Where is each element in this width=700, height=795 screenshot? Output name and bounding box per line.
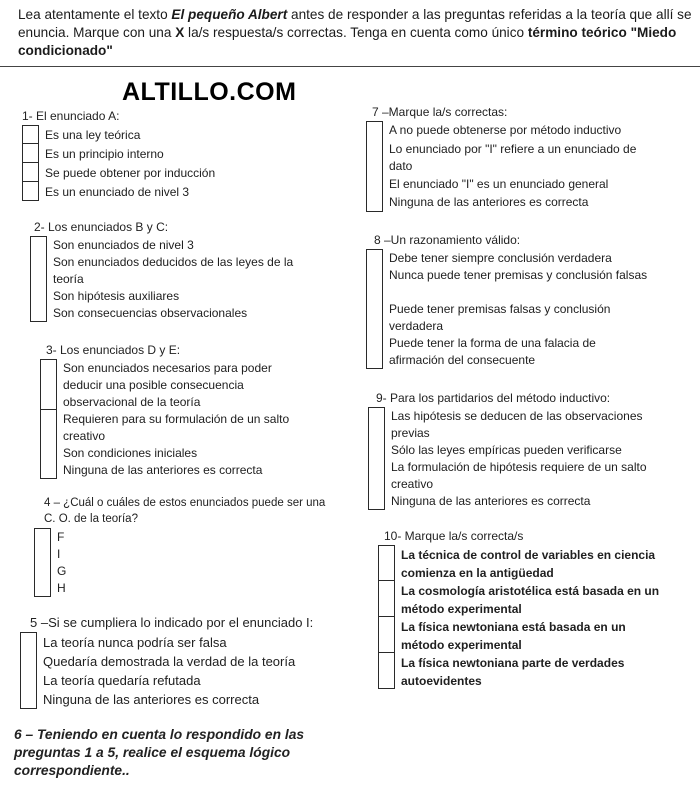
question-title: 5 –Si se cumpliera lo indicado por el enunciado I: (30, 615, 314, 630)
checkbox[interactable] (20, 632, 37, 652)
question-title: 3- Los enunciados D y E: (46, 343, 181, 357)
question-1: 1- El enunciado A: Es una ley teórica Es un principio interno Se puede obtener por inducción Es un enunciado de nivel 3 (22, 108, 322, 202)
checkbox[interactable] (34, 562, 51, 580)
checkbox[interactable] (40, 461, 57, 479)
checkbox[interactable] (378, 545, 395, 581)
checkbox[interactable] (34, 545, 51, 563)
checkbox[interactable] (368, 441, 385, 459)
checkbox[interactable] (378, 653, 395, 689)
watermark: ALTILLO.COM (122, 78, 297, 106)
question-2: 2- Los enunciados B y C: Son enunciados de nivel 3 Son enunciados deducidos de las leyes de la teoría Son hipótesis auxiliares Son consecuencias observacionales (34, 219, 324, 322)
question-title: 10- Marque la/s correcta/s (384, 529, 524, 543)
question-7: 7 –Marque la/s correctas: A no puede obtenerse por método inductivo Lo enunciado por "I" refiere a un enunciado de dato El enunciado "I" es un enunciado general Ninguna de las anteriores es correcta (372, 104, 692, 212)
question-4: 4 – ¿Cuál o cuáles de estos enunciados puede ser una C. O. de la teoría? F I G H (44, 495, 334, 597)
checkbox[interactable] (378, 617, 395, 653)
checkbox[interactable] (378, 581, 395, 617)
checkbox[interactable] (368, 492, 385, 510)
checkbox[interactable] (40, 359, 57, 410)
checkbox[interactable] (22, 163, 39, 182)
question-title: 1- El enunciado A: (22, 109, 120, 123)
question-3: 3- Los enunciados D y E: Son enunciados necesarios para poder deducir una posible consecuencia observacional de la teoría Requieren para su formulación de un salto creativo Son condiciones iniciales Ninguna de las anteriores es correcta (46, 342, 326, 479)
checkbox[interactable] (366, 266, 383, 301)
checkbox[interactable] (30, 287, 47, 305)
checkbox[interactable] (20, 689, 37, 709)
checkbox[interactable] (34, 579, 51, 597)
question-title: 2- Los enunciados B y C: (34, 220, 169, 234)
checkbox[interactable] (366, 300, 383, 335)
question-title: 8 –Un razonamiento válido: (374, 233, 521, 247)
checkbox[interactable] (30, 304, 47, 322)
question-5: 5 –Si se cumpliera lo indicado por el enunciado I: La teoría nunca podría ser falsa Quedaría demostrada la verdad de la teoría La teoría quedaría refutada Ninguna de las anteriores es correcta (30, 615, 340, 709)
checkbox[interactable] (22, 182, 39, 201)
checkbox[interactable] (366, 140, 383, 176)
checkbox[interactable] (366, 249, 383, 267)
checkbox[interactable] (366, 193, 383, 212)
checkbox[interactable] (22, 125, 39, 144)
question-9: 9- Para los partidarios del método inductivo: Las hipótesis se deducen de las observaciones previas Sólo las leyes empíricas pueden verificarse La formulación de hipótesis requiere de un salto creativo Ninguna de las anteriores es correcta (376, 390, 686, 510)
text-title: El pequeño Albert (171, 7, 288, 22)
checkbox[interactable] (366, 334, 383, 369)
checkbox[interactable] (366, 121, 383, 141)
checkbox[interactable] (20, 670, 37, 690)
question-8: 8 –Un razonamiento válido: Debe tener siempre conclusión verdadera Nunca puede tener premisas y conclusión falsas Puede tener premisas falsas y conclusión verdadera Puede tener la forma de una falacia de afirmación del consecuente (374, 232, 694, 369)
checkbox[interactable] (20, 651, 37, 671)
checkbox[interactable] (22, 144, 39, 163)
question-6: 6 – Teniendo en cuenta lo respondido en las preguntas 1 a 5, realice el esquema lógico correspondiente.. (14, 727, 305, 778)
checkbox[interactable] (40, 444, 57, 462)
question-10: 10- Marque la/s correcta/s La técnica de control de variables en ciencia comienza en la antigüedad La cosmología aristotélica está basada en un método experimental La física newtoniana está basada en un método experimental La física newtoniana parte de verdades autoevidentes (384, 528, 684, 690)
divider (0, 66, 700, 67)
checkbox[interactable] (40, 410, 57, 445)
checkbox[interactable] (30, 253, 47, 288)
question-title: 4 – ¿Cuál o cuáles de estos enunciados puede ser una C. O. de la teoría? (44, 497, 326, 525)
checkbox[interactable] (30, 236, 47, 254)
checkbox[interactable] (34, 528, 51, 546)
checkbox[interactable] (368, 407, 385, 442)
instructions: Lea atentamente el texto El pequeño Albert antes de responder a las preguntas referidas a la teoría que allí se enuncia. Marque con una X la/s respuesta/s correctas. Tenga en cuenta como único término teórico "Miedo condicionado" (18, 7, 692, 58)
checkbox[interactable] (368, 458, 385, 493)
checkbox[interactable] (366, 175, 383, 194)
question-title: 9- Para los partidarios del método inductivo: (376, 391, 611, 405)
question-title: 7 –Marque la/s correctas: (372, 105, 508, 119)
